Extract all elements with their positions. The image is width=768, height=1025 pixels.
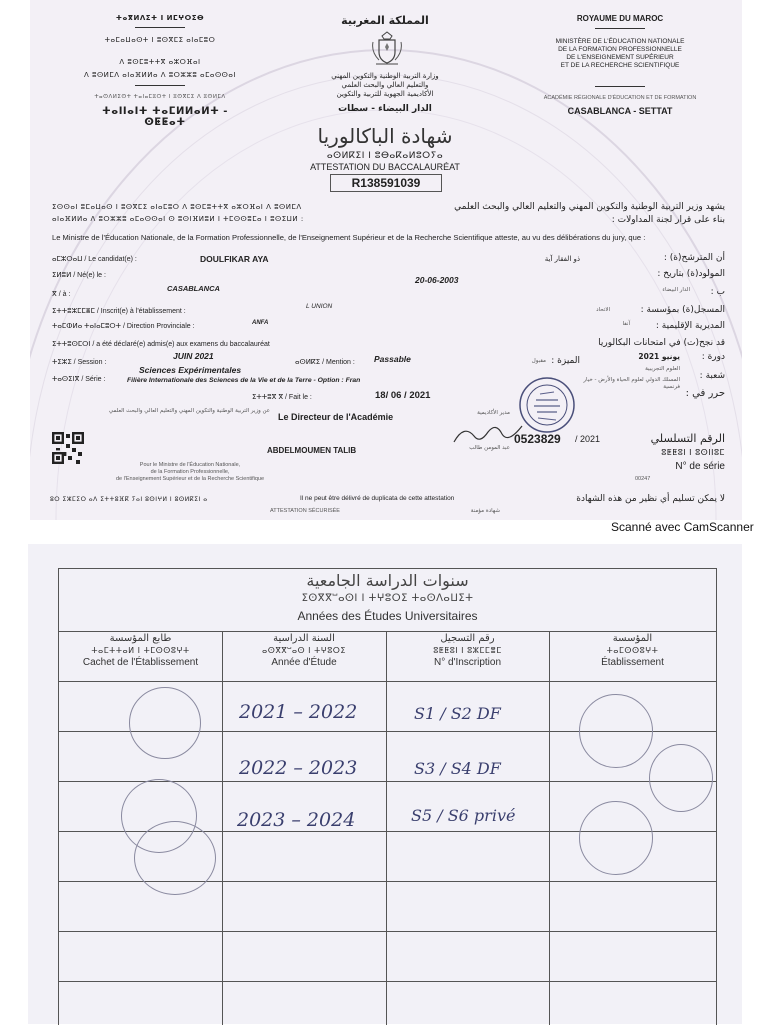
cachet-stamp xyxy=(129,687,201,759)
direction-arabic: آنفا xyxy=(622,321,630,327)
candidate-name-arabic: ذو الفقار آية xyxy=(544,255,580,263)
french-ministry-4: ET DE LA RECHERCHE SCIENTIFIQUE xyxy=(560,62,680,69)
footer-secure-arabic: شهادة مؤمنة xyxy=(470,508,500,514)
table-title-french: Années des Études Universitaires xyxy=(297,609,478,623)
university-years-sheet xyxy=(28,544,742,1024)
column-year-fr: Année d'Étude xyxy=(271,657,337,668)
column-inscription-fr: N° d'Inscription xyxy=(433,657,502,668)
row-1-inscription: S1 / S2 DF xyxy=(414,704,501,723)
french-kingdom: ROYAUME DU MAROC xyxy=(576,14,664,23)
column-establishment-tf: ⵜⴰⵎⵙⵙⵓⵖⵜ xyxy=(606,646,659,655)
direction-label: ⵜⴰⵎⵀⵍⴰ ⵜⴰⵏⴰⵎⵓⵔⵜ / Direction Provinciale : xyxy=(52,323,195,330)
filiere-value: Filière Internationale des Sciences de la Vie et de la Terre - Option : Fran xyxy=(127,377,361,384)
table-title-tifinagh: ⵉⵙⴳⴳⵯⴰⵙⵏ ⵏ ⵜⵖⵓⵔⵉ ⵜⴰⵙⴷⴰⵡⵉⵜ xyxy=(301,593,474,604)
row-3-year: 2023 – 2024 xyxy=(237,809,356,831)
school-label: ⵉⵜⵜⵓⵣⵎⵎⴻⵎ / Inscrit(e) à l'établissement : xyxy=(52,308,186,315)
certificate-number: R138591039 xyxy=(330,174,442,192)
birthplace-value: CASABLANCA xyxy=(167,284,220,293)
column-year-ar: السنة الدراسية xyxy=(273,633,335,644)
royal-coat-of-arms-icon xyxy=(370,30,404,66)
preamble-arabic-1: يشهد وزير التربية الوطنية والتكوين المهني والتعليم العالي والبحث العلمي xyxy=(454,202,725,212)
series-label-arabic: شعبة : xyxy=(699,371,725,381)
arabic-region: الدار البيضاء - سطات xyxy=(338,104,432,114)
filiere-arabic: المسلك الدولي لعلوم الحياة والأرض - خيار فرنسية xyxy=(583,377,680,390)
column-establishment-ar: المؤسسة xyxy=(612,633,653,644)
serial-label-arabic: الرقم التسلسلي xyxy=(650,432,725,445)
column-inscription-ar: رقم التسجيل xyxy=(440,633,495,644)
school-label-arabic: المسجل(ة) بمؤسسة : xyxy=(640,305,725,315)
arabic-kingdom: المملكة المغربية xyxy=(341,14,429,27)
establishment-stamp xyxy=(649,744,713,812)
mention-label-arabic: الميزة : xyxy=(551,356,580,366)
french-ministry-3: DE L'ENSEIGNEMENT SUPÉRIEUR xyxy=(566,54,674,61)
row-1-year: 2021 – 2022 xyxy=(239,701,358,723)
footer-french: Il ne peut être délivré de duplicata de cette attestation xyxy=(300,495,455,502)
date-made-label: ⵉⵜⵜⵓⴳ ⴳ / Fait le : xyxy=(252,394,312,401)
serial-number: 0523829 xyxy=(514,432,561,446)
title-french: ATTESTATION DU BACCALAURÉAT xyxy=(310,162,460,172)
serial-label-french: N° de série xyxy=(675,461,725,472)
date-made-label-arabic: حرر في : xyxy=(685,388,725,399)
title-tifinagh: ⴰⵙⵍⴽⵉⵏ ⵏ ⵓⴱⴰⴽⴰⵍⵓⵔⵢⴰ xyxy=(326,151,444,161)
arabic-academy: الأكاديمية الجهوية للتربية والتكوين xyxy=(336,90,434,98)
cachet-stamp xyxy=(134,821,216,895)
tifinagh-region: ⵜⴰⵏⵏⴰⵏⵜ ⵜⴰⵎⵍⵍⴰⵍⵜ - ⵙⵟⵟⴰⵜ xyxy=(102,106,228,128)
director-label-arabic: مدير الأكاديمية xyxy=(477,410,510,416)
footer-secure: ATTESTATION SÉCURISÉE xyxy=(270,508,340,514)
column-cachet xyxy=(59,633,222,669)
french-ministry-1: MINISTÈRE DE L'ÉDUCATION NATIONALE xyxy=(555,38,685,45)
birthplace-label-arabic: ب : xyxy=(710,287,725,297)
birthplace-label: ⴳ / à : xyxy=(52,291,71,298)
session-label-arabic: دورة : xyxy=(701,352,725,362)
establishment-stamp xyxy=(579,694,653,768)
french-ministry-2: DE LA FORMATION PROFESSIONNELLE xyxy=(558,46,682,53)
serial-small-code: 00247 xyxy=(635,476,651,482)
signature-for-arabic: عن وزير التربية الوطنية والتكوين المهني والتعليم العالي والبحث العلمي xyxy=(108,408,270,414)
column-cachet-tf: ⵜⴰⵎⵜⵜⴰⵍ ⵏ ⵜⵎⵙⵙⵓⵖⵜ xyxy=(91,646,190,655)
tifinagh-academy: ⵜⴰⵙⴷⵍⵉⵙⵜ ⵜⴰⵏⴰⵎⵓⵔⵜ ⵏ ⵓⵙⴳⵎⵉ ⴷ ⵓⵙⵍⵎⴷ xyxy=(94,94,226,100)
column-establishment xyxy=(549,633,716,669)
birthdate-label-arabic: المولود(ة) بتاريخ : xyxy=(657,269,725,279)
serial-year: / 2021 xyxy=(575,434,601,444)
admitted-statement-arabic: قد نجح(ت) في امتحانات البكالوريا xyxy=(598,338,725,348)
column-year xyxy=(222,633,386,669)
arabic-ministry-1: وزارة التربية الوطنية والتكوين المهني xyxy=(331,72,439,80)
session-value: JUIN 2021 xyxy=(173,351,214,361)
column-cachet-fr: Cachet de l'Établissement xyxy=(82,657,199,668)
direction-label-arabic: المديرية الإقليمية : xyxy=(655,321,725,331)
french-academy: ACADÉMIE RÉGIONALE D'ÉDUCATION ET DE FORMATION xyxy=(543,95,697,101)
arabic-ministry-2: والتعليم العالي والبحث العلمي xyxy=(341,81,429,89)
baccalaureate-certificate xyxy=(30,0,742,520)
signature-for-french-1: Pour le Ministre de l'Éducation Nationale, xyxy=(139,462,241,468)
series-value: Sciences Expérimentales xyxy=(139,365,242,375)
candidate-name: DOULFIKAR AYA xyxy=(200,254,269,264)
date-made-value: 18/ 06 / 2021 xyxy=(375,390,431,401)
preamble-french: Le Ministre de l'Éducation Nationale, de la Formation Professionnelle, de l'Enseignement Supérieur et de la Recherche Scientifique atteste, au vu des délibérations du jury, que : xyxy=(52,233,646,242)
mention-arabic: مقبول xyxy=(531,358,546,364)
session-arabic: يونيو 2021 xyxy=(638,352,680,361)
qr-code-icon xyxy=(52,432,84,464)
mention-value: Passable xyxy=(374,354,411,364)
birthdate-value: 20-06-2003 xyxy=(415,275,459,285)
row-3-inscription: S5 / S6 privé xyxy=(411,806,516,825)
tifinagh-ministry-2: ⴷ ⵓⵙⵎⵓⵜⵜⴳ ⴰⵣⵔⴼⴰⵏ xyxy=(119,58,201,66)
preamble-arabic-2: بناء على قرار لجنة المداولات : xyxy=(611,215,725,225)
row-2-year: 2022 – 2023 xyxy=(239,757,358,779)
series-label: ⵜⴰⵙⵉⵏⴳ / Série : xyxy=(52,376,106,383)
tifinagh-ministry-1: ⵜⴰⵎⴰⵡⴰⵙⵜ ⵏ ⵓⵙⴳⵎⵉ ⴰⵏⴰⵎⵓⵔ xyxy=(104,36,216,44)
birthplace-arabic: الدار البيضاء xyxy=(662,287,690,293)
school-value: L UNION xyxy=(306,303,333,310)
title-arabic: شهادة الباكالوريا xyxy=(317,124,453,148)
director-label: Le Directeur de l'Académie xyxy=(278,412,394,422)
director-name-arabic: عبد المومن طالب xyxy=(469,445,510,451)
column-inscription xyxy=(386,633,549,669)
serial-label-tifinagh: ⵓⵟⵟⵓⵏ ⵏ ⵓⵙⵏⵏⵓⵎ xyxy=(661,448,725,457)
director-name: ABDELMOUMEN TALIB xyxy=(267,446,357,455)
university-years-table xyxy=(58,568,717,1025)
footer-arabic: لا يمكن تسليم أي نظير من هذه الشهادة xyxy=(576,494,725,504)
series-arabic: العلوم التجريبية xyxy=(645,366,680,372)
column-cachet-ar: طابع المؤسسة xyxy=(109,633,172,644)
preamble-tifinagh-2: ⴰⵏⴰⴼⵍⵍⴰ ⴷ ⵓⵔⵣⵣⵓ ⴰⵎⴰⵙⵙⴰⵏ ⵙ ⵓⵙⵏⴼⵍⵓⵍ ⵏ ⵜⵎⵙⵙⵓⵎⴰ ⵏ ⵓⵙⵉⵡⵍ : xyxy=(52,215,304,223)
birthdate-label: ⵉⵍⵓⵍ / Né(e) le : xyxy=(52,272,106,279)
french-region: CASABLANCA - SETTAT xyxy=(567,106,673,116)
candidate-label-arabic: أن المترشح(ة) : xyxy=(663,253,725,263)
school-arabic: الاتحاد xyxy=(596,307,610,313)
preamble-tifinagh-1: ⵉⵙⵙⴰⵏ ⵓⵎⴰⵡⴰⵙ ⵏ ⵓⵙⴳⵎⵉ ⴰⵏⴰⵎⵓⵔ ⴷ ⵓⵙⵎⵓⵜⵜⴳ ⴰⵣⵔⴼⴰⵏ ⴷ ⵓⵙⵍⵎⴷ xyxy=(52,203,302,211)
column-inscription-tf: ⵓⵟⵟⵓⵏ ⵏ ⵓⵣⵎⵎⴻⵎ xyxy=(433,646,502,655)
signature-for-french-2: de la Formation Professionnelle, xyxy=(150,469,230,475)
table-title-arabic: سنوات الدراسة الجامعية xyxy=(306,571,469,590)
column-year-tf: ⴰⵙⴳⴳⵯⴰⵙ ⵏ ⵜⵖⵓⵔⵉ xyxy=(262,646,346,655)
admitted-statement: ⵉⵜⵜⵓⵙⵎⵔⵏ / a été déclaré(e) admis(e) aux examens du baccalauréat xyxy=(52,341,270,348)
column-establishment-fr: Établissement xyxy=(601,657,664,668)
scanner-caption: Scanné avec CamScanner xyxy=(611,520,754,534)
establishment-stamp xyxy=(579,801,653,875)
session-label: ⵜⵉⵣⵉ / Session : xyxy=(52,359,107,366)
direction-value: ANFA xyxy=(252,320,269,326)
tifinagh-ministry-3: ⴷ ⵓⵙⵍⵎⴷ ⴰⵏⴰⴼⵍⵍⴰ ⴷ ⵓⵔⵣⵣⵓ ⴰⵎⴰⵙⵙⴰⵏ xyxy=(84,71,236,79)
footer-tifinagh: ⵓⵔ ⵉⵣⵎⵉⵔ ⴰⴷ ⵉⵜⵜⵓⴼⴽ ⵢⴰⵏ ⵓⵙⵏⵖⵍ ⵏ ⵓⵙⵍⴽⵉⵏ ⴰ xyxy=(50,496,208,503)
row-2-inscription: S3 / S4 DF xyxy=(414,759,501,778)
candidate-label: ⴰⵎⵣⵔⴰⵡ / Le candidat(e) : xyxy=(52,256,137,263)
tifinagh-kingdom: ⵜⴰⴳⵍⴷⵉⵜ ⵏ ⵍⵎⵖⵔⵉⴱ xyxy=(115,14,205,22)
mention-label: ⴰⵙⵍⴽⵉ / Mention : xyxy=(295,359,355,366)
signature-for-french-3: de l'Enseignement Supérieur et de la Recherche Scientifique xyxy=(115,476,265,482)
